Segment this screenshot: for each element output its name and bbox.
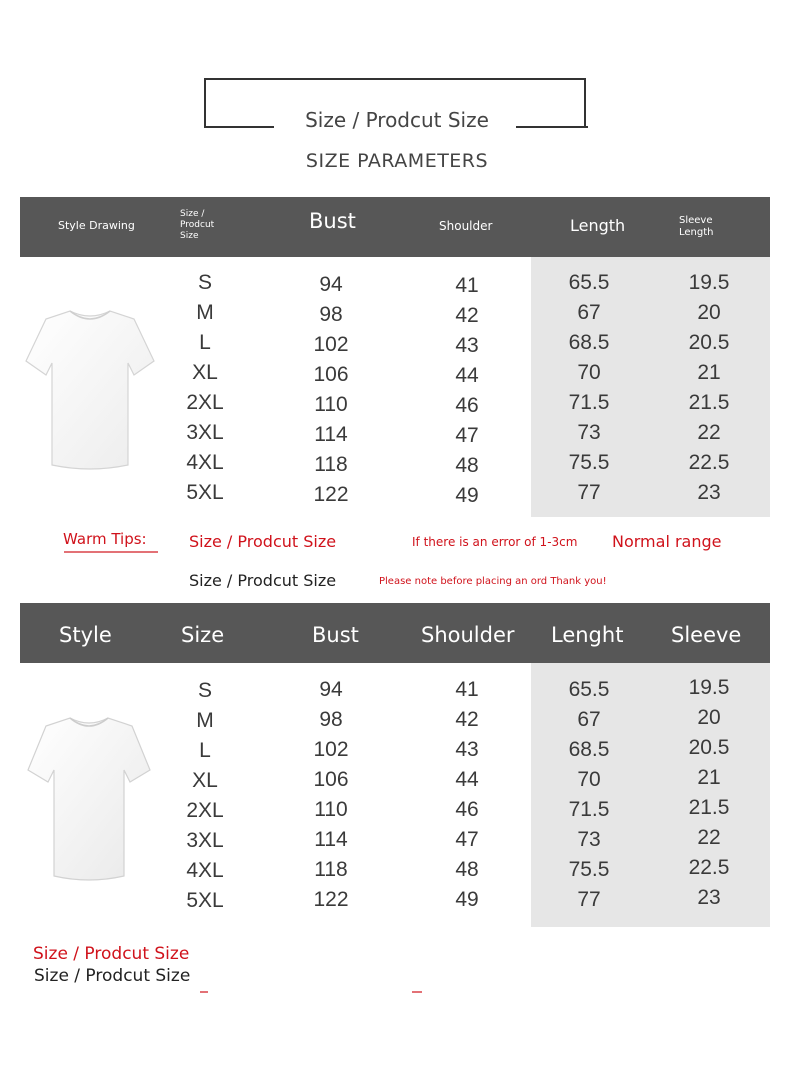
table1-size: 5XL bbox=[186, 481, 224, 504]
table1-length: 75.5 bbox=[568, 451, 610, 474]
table2-size: 5XL bbox=[186, 889, 224, 912]
table1-length: 68.5 bbox=[568, 331, 610, 354]
footer-dark-note: Size / Prodcut Size bbox=[34, 966, 191, 986]
table2-sleeve: 23 bbox=[697, 886, 721, 909]
table2-bust: 98 bbox=[319, 708, 343, 731]
table2-size: S bbox=[197, 679, 212, 702]
table2-sleeve: 21 bbox=[697, 766, 721, 789]
table2-shoulder-col bbox=[427, 675, 507, 915]
table1-sleeve: 20 bbox=[697, 301, 721, 324]
table1-bust: 122 bbox=[313, 483, 349, 506]
table2-bust: 114 bbox=[314, 828, 348, 851]
table1-header-shoulder: Shoulder bbox=[439, 219, 493, 233]
table1-length: 71.5 bbox=[568, 391, 610, 414]
table2-header-shoulder: Shoulder bbox=[421, 623, 515, 647]
table1-bust: 102 bbox=[313, 333, 349, 356]
please-note: Please note before placing an ord Thank you! bbox=[379, 576, 607, 587]
table1-size-col bbox=[165, 268, 245, 508]
table2-size-col bbox=[165, 676, 245, 916]
table1-sleeve: 23 bbox=[697, 481, 721, 504]
table2-length: 71.5 bbox=[568, 798, 610, 821]
table2-size: 2XL bbox=[186, 799, 224, 822]
table2-sleeve: 22.5 bbox=[688, 856, 730, 879]
tshirt-image-1 bbox=[24, 305, 156, 475]
table1-size: 2XL bbox=[186, 391, 224, 414]
table2-sleeve: 22 bbox=[697, 826, 721, 849]
table1-length: 70 bbox=[577, 361, 601, 384]
table1-sleeve: 19.5 bbox=[688, 271, 730, 294]
table1-bust-col bbox=[291, 270, 371, 510]
footer-faint-mark bbox=[200, 991, 208, 993]
warm-tips-label: Warm Tips: bbox=[63, 530, 147, 548]
table1-shoulder: 44 bbox=[455, 364, 479, 387]
table2-size: 4XL bbox=[186, 859, 224, 882]
table1-size: S bbox=[197, 271, 212, 294]
table1-shoulder: 49 bbox=[455, 484, 479, 507]
table1-bust: 110 bbox=[314, 393, 348, 416]
table2-shoulder: 41 bbox=[455, 678, 479, 701]
table1-shoulder: 48 bbox=[455, 454, 479, 477]
table2-shoulder: 46 bbox=[455, 798, 479, 821]
table1-bust: 106 bbox=[313, 363, 349, 386]
footer-faint-mark bbox=[412, 991, 422, 993]
table2-length: 75.5 bbox=[568, 858, 610, 881]
table2-header-sleeve: Sleeve bbox=[671, 623, 742, 647]
table1-sleeve: 21 bbox=[697, 361, 721, 384]
table1-size: XL bbox=[192, 361, 218, 384]
table1-size: 3XL bbox=[186, 421, 224, 444]
table1-size: L bbox=[199, 331, 211, 354]
table1-length: 65.5 bbox=[568, 271, 610, 294]
table2-bust: 110 bbox=[314, 798, 348, 821]
table1-sleeve: 21.5 bbox=[688, 391, 730, 414]
table2-sleeve: 19.5 bbox=[688, 676, 730, 699]
table1-shoulder: 42 bbox=[455, 304, 479, 327]
table1-header bbox=[20, 197, 770, 257]
table2-bust: 102 bbox=[313, 738, 349, 761]
table2-bust: 118 bbox=[314, 858, 348, 881]
table2-bust: 122 bbox=[313, 888, 349, 911]
table2-shoulder: 43 bbox=[455, 738, 479, 761]
table1-header-size: Size / Prodcut Size bbox=[180, 209, 215, 241]
error-note: If there is an error of 1-3cm bbox=[412, 535, 578, 549]
tshirt-image-2 bbox=[26, 712, 152, 884]
table2-shoulder: 42 bbox=[455, 708, 479, 731]
table2-header-style: Style bbox=[59, 623, 112, 647]
table2-length-col bbox=[548, 675, 630, 915]
table2-shoulder: 48 bbox=[455, 858, 479, 881]
table1-shoulder: 41 bbox=[455, 274, 479, 297]
table2-sleeve: 20.5 bbox=[688, 736, 730, 759]
table1-length-col bbox=[548, 268, 630, 508]
table2-sleeve: 20 bbox=[697, 706, 721, 729]
table2-length: 65.5 bbox=[568, 678, 610, 701]
table1-shoulder: 47 bbox=[455, 424, 479, 447]
table2-size: XL bbox=[192, 769, 218, 792]
table1-length: 73 bbox=[577, 421, 601, 444]
table2-header-length: Lenght bbox=[551, 623, 624, 647]
table1-sleeve: 22.5 bbox=[688, 451, 730, 474]
size-note-dark: Size / Prodcut Size bbox=[189, 571, 337, 590]
page-subtitle: SIZE PARAMETERS bbox=[305, 150, 489, 172]
table2-sleeve-col bbox=[668, 673, 750, 913]
table2-header bbox=[20, 603, 770, 663]
table2-header-bust: Bust bbox=[312, 623, 359, 647]
table1-shoulder: 46 bbox=[455, 394, 479, 417]
footer-red-note: Size / Prodcut Size bbox=[33, 944, 190, 964]
table1-bust: 94 bbox=[319, 273, 343, 296]
table1-header-bust: Bust bbox=[309, 209, 356, 233]
table2-size: 3XL bbox=[186, 829, 224, 852]
table1-sleeve: 22 bbox=[697, 421, 721, 444]
table2-size: L bbox=[199, 739, 211, 762]
table2-length: 67 bbox=[577, 708, 601, 731]
table1-shoulder-col bbox=[427, 271, 507, 511]
table1-shoulder: 43 bbox=[455, 334, 479, 357]
table2-bust-col bbox=[291, 675, 371, 915]
normal-range-note: Normal range bbox=[612, 532, 722, 551]
table1-header-sleeve: Sleeve Length bbox=[679, 215, 714, 238]
table1-size: M bbox=[196, 301, 214, 324]
table1-header-style: Style Drawing bbox=[58, 219, 135, 232]
table2-bust: 94 bbox=[319, 678, 343, 701]
table2-length: 73 bbox=[577, 828, 601, 851]
table1-size: 4XL bbox=[186, 451, 224, 474]
size-note-red: Size / Prodcut Size bbox=[189, 532, 337, 551]
table2-shoulder: 47 bbox=[455, 828, 479, 851]
table2-size: M bbox=[196, 709, 214, 732]
table1-bust: 98 bbox=[319, 303, 343, 326]
table2-length: 68.5 bbox=[568, 738, 610, 761]
table2-sleeve: 21.5 bbox=[688, 796, 730, 819]
table2-shoulder: 44 bbox=[455, 768, 479, 791]
table1-sleeve: 20.5 bbox=[688, 331, 730, 354]
table1-length: 77 bbox=[577, 481, 601, 504]
table1-bust: 118 bbox=[314, 453, 348, 476]
table1-bust: 114 bbox=[314, 423, 348, 446]
page-title: Size / Prodcut Size bbox=[305, 108, 489, 132]
table2-shoulder: 49 bbox=[455, 888, 479, 911]
table1-header-length: Length bbox=[570, 216, 626, 235]
table2-length: 77 bbox=[577, 888, 601, 911]
table2-length: 70 bbox=[577, 768, 601, 791]
warm-tips-underline bbox=[64, 551, 158, 553]
table1-sleeve-col bbox=[668, 268, 750, 508]
table2-header-size: Size bbox=[181, 623, 225, 647]
table2-bust: 106 bbox=[313, 768, 349, 791]
table1-length: 67 bbox=[577, 301, 601, 324]
